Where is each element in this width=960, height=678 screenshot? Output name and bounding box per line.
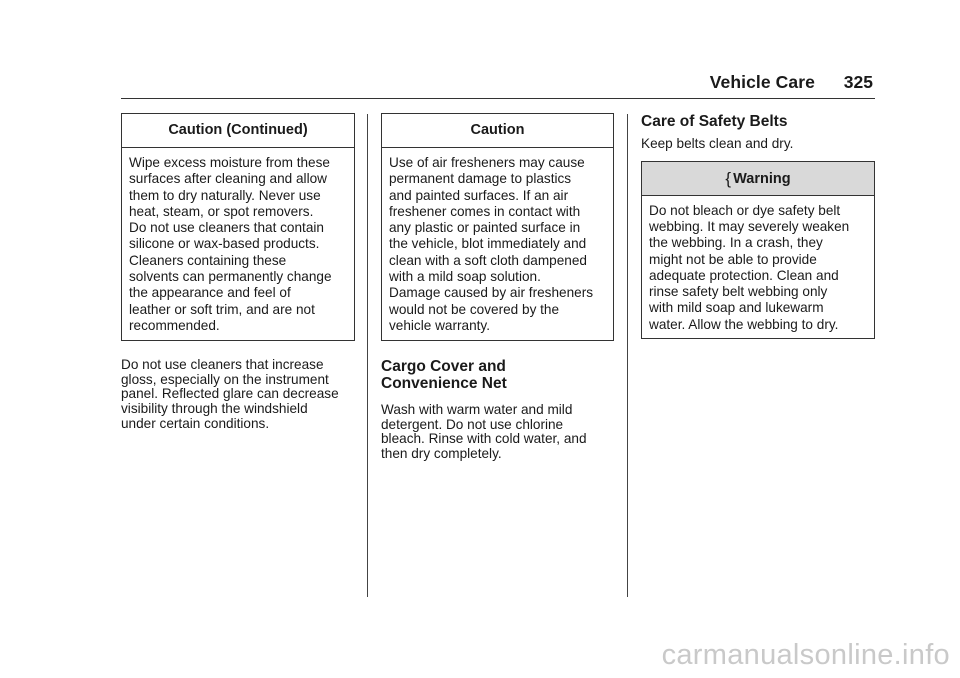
- middle-column: [381, 113, 614, 462]
- section-title-line: Convenience Net: [381, 375, 507, 392]
- caution-line: and painted surfaces. If an air: [389, 187, 569, 203]
- site-watermark: carmanualsonline.info: [661, 639, 950, 671]
- caution-line: the vehicle, blot immediately and: [389, 236, 587, 252]
- caution-continued-box: [121, 113, 355, 341]
- caution-line: clean with a soft cloth dampened: [389, 252, 587, 268]
- caution-continued-line: silicone or wax-based products.: [129, 236, 320, 252]
- warning-line: the webbing. In a crash, they: [649, 235, 823, 251]
- paragraph-line: Wash with warm water and mild: [381, 402, 573, 417]
- left-column: [121, 113, 355, 432]
- page-section-title: Vehicle Care: [709, 72, 815, 92]
- caution-continued-line: the appearance and feel of: [129, 285, 291, 301]
- caution-continued-line: surfaces after cleaning and allow: [129, 171, 327, 187]
- paragraph-line: Do not use cleaners that increase: [121, 357, 324, 372]
- caution-line: vehicle warranty.: [389, 317, 490, 333]
- warning-line: Do not bleach or dye safety belt: [649, 202, 841, 218]
- column-divider-left: [367, 114, 368, 597]
- warning-body: [642, 196, 874, 340]
- warning-line: with mild soap and lukewarm: [649, 300, 824, 316]
- paragraph-line: panel. Reflected glare can decrease: [121, 386, 339, 402]
- caution-continued-line: heat, steam, or spot removers.: [129, 203, 314, 219]
- safety-belt-warning-box: [641, 161, 875, 339]
- warning-line: rinse safety belt webbing only: [649, 284, 828, 300]
- air-freshener-caution-body: [382, 148, 613, 341]
- caution-line: Use of air fresheners may cause: [389, 155, 585, 170]
- right-column: [641, 113, 875, 339]
- gloss-cleaner-paragraph: [121, 358, 355, 432]
- paragraph-line: under certain conditions.: [121, 415, 270, 431]
- caution-continued-line: solvents can permanently change: [129, 269, 332, 285]
- page-number: 325: [843, 72, 873, 92]
- caution-continued-line: Do not use cleaners that contain: [129, 220, 324, 236]
- caution-continued-line: them to dry naturally. Never use: [129, 187, 321, 203]
- air-freshener-caution-heading: Caution: [382, 114, 613, 148]
- page-header: [121, 72, 875, 99]
- section-title-line: Cargo Cover and: [381, 358, 506, 375]
- caution-continued-heading: Caution (Continued): [122, 114, 354, 148]
- warning-bracket-icon: {: [725, 168, 732, 188]
- safety-belts-intro: Keep belts clean and dry.: [641, 136, 794, 151]
- caution-continued-line: recommended.: [129, 317, 220, 333]
- caution-line: freshener comes in contact with: [389, 203, 581, 219]
- paragraph-line: detergent. Do not use chlorine: [381, 416, 564, 432]
- column-divider-right: [627, 114, 628, 597]
- cargo-cover-section-title: [381, 358, 614, 392]
- caution-line: would not be covered by the: [389, 301, 560, 317]
- caution-continued-line: Cleaners containing these: [129, 252, 287, 268]
- paragraph-line: visibility through the windshield: [121, 401, 308, 417]
- caution-line: Damage caused by air fresheners: [389, 285, 594, 301]
- warning-heading-label: Warning: [733, 170, 791, 187]
- air-freshener-caution-box: [381, 113, 614, 341]
- cargo-cover-paragraph: [381, 403, 614, 462]
- warning-line: adequate protection. Clean and: [649, 267, 839, 283]
- warning-heading: [642, 162, 874, 196]
- caution-continued-line: Wipe excess moisture from these: [129, 155, 330, 170]
- paragraph-line: bleach. Rinse with cold water, and: [381, 431, 587, 447]
- warning-line: water. Allow the webbing to dry.: [649, 316, 839, 332]
- caution-line: any plastic or painted surface in: [389, 220, 581, 236]
- paragraph-line: then dry completely.: [381, 446, 502, 462]
- caution-continued-line: leather or soft trim, and are not: [129, 301, 315, 317]
- caution-continued-body: [122, 148, 354, 341]
- caution-line: permanent damage to plastics: [389, 171, 572, 187]
- caution-line: with a mild soap solution.: [389, 269, 541, 285]
- warning-line: webbing. It may severely weaken: [649, 219, 850, 234]
- paragraph-line: gloss, especially on the instrument: [121, 371, 329, 387]
- warning-line: might not be able to provide: [649, 251, 817, 267]
- safety-belts-section-title: Care of Safety Belts: [641, 113, 788, 130]
